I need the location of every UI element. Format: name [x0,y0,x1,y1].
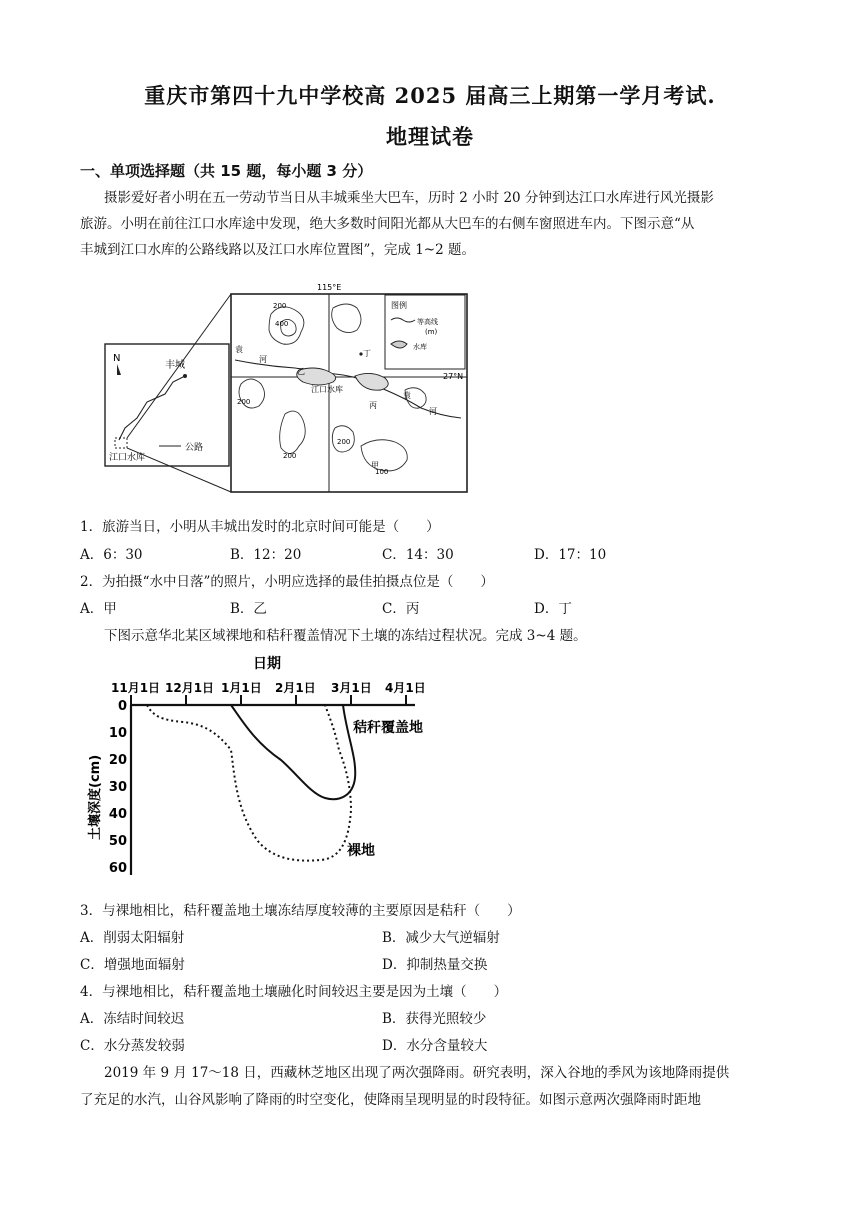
legend-contour: 等高线 [417,318,438,326]
x-tick-4: 3月1日 [331,681,372,695]
y-tick-5: 50 [108,834,127,849]
contour-label-200c: 200 [283,452,297,460]
q1-option-c: C．14：30 [382,547,454,563]
point-bing: 丙 [369,401,377,410]
contour-label-200a: 200 [273,302,287,310]
y-tick-0: 0 [117,699,127,714]
q1-option-d: D．17：10 [534,547,607,563]
q2-option-b: B．乙 [230,601,267,617]
q2-option-d: D．丁 [534,601,572,617]
passage3-line1: 2019 年 9 月 17～18 日，西藏林芝地区出现了两次强降雨。研究表明，深入谷地的季风为该地降雨提供 [104,1065,730,1081]
contour-label-200b: 200 [237,398,251,406]
passage1-line2: 旅游。小明在前往江口水库途中发现，绝大多数时间阳光都从大巴车的右侧车窗照进车内。下图示意“从 [80,216,695,232]
q4-option-a: A．冻结时间较迟 [80,1011,185,1027]
river-char-4: 河 [429,407,437,416]
q3-option-a: A．削弱太阳辐射 [80,930,185,946]
north-label: N [113,353,121,364]
y-tick-6: 60 [108,861,127,876]
q4-option-d: D．水分含量较大 [382,1038,488,1054]
x-tick-2: 1月1日 [221,681,262,695]
contour-label-200d: 200 [337,438,351,446]
y-tick-1: 10 [108,726,127,741]
y-tick-2: 20 [108,753,127,768]
contour-label-400: 400 [275,320,289,328]
y-axis-title: 土壤深度(cm) [88,754,103,840]
q3-option-c: C．增强地面辐射 [80,957,185,973]
point-jia: 甲 [371,461,379,470]
straw-curve [231,705,355,799]
city-label: 丰城 [165,360,185,371]
inset-reservoir-label: 江口水库 [109,453,146,463]
x-tick-0: 11月1日 [111,681,161,695]
section-heading: 一、单项选择题（共 15 题，每小题 3 分） [80,162,373,180]
x-tick-1: 12月1日 [165,681,215,695]
bare-label: 裸地 [347,843,375,859]
road-legend-label: 公路 [185,443,204,453]
q2-stem: 2．为拍摄“水中日落”的照片，小明应选择的最佳拍摄点位是（ ） [80,574,494,590]
q3-option-b: B．减少大气逆辐射 [382,930,500,946]
contour-label-100: 100 [375,468,389,476]
q3-option-d: D．抑制热量交换 [382,957,488,973]
y-tick-4: 40 [108,807,127,822]
passage1-line3: 丰城到江口水库的公路线路以及江口水库位置图”，完成 1~2 题。 [80,242,475,258]
q4-option-c: C．水分蒸发较弱 [80,1038,185,1054]
straw-label: 秸秆覆盖地 [353,720,423,736]
passage2-line1: 下图示意华北某区域裸地和秸秆覆盖情况下土壤的冻结过程状况。完成 3~4 题。 [104,628,587,644]
q1-stem: 1．旅游当日，小明从丰城出发时的北京时间可能是（ ） [80,519,440,535]
reservoir-location-map [85,278,470,503]
q2-option-a: A．甲 [80,601,117,617]
legend-contour-unit: (m) [425,328,438,336]
x-tick-3: 2月1日 [275,681,316,695]
reservoir-big-label: 江口水库 [311,385,343,394]
river-char-1: 袁 [235,345,243,354]
lon-label: 115°E [317,283,342,292]
page-subtitle: 地理试卷 [386,124,474,149]
x-tick-labels [111,681,426,695]
q4-stem: 4．与裸地相比，秸秆覆盖地土壤融化时间较迟主要是因为土壤（ ） [80,984,508,1000]
q2-option-c: C．丙 [382,601,420,617]
soil-freezing-chart [85,650,445,885]
q4-option-b: B．获得光照较少 [382,1011,487,1027]
legend-title: 图例 [391,301,407,310]
lat-label: 27°N [443,372,464,381]
page-title: 重庆市第四十九中学校高 2025 届高三上期第一学月考试. [144,83,716,108]
passage1-line1: 摄影爱好者小明在五一劳动节当日从丰城乘坐大巴车，历时 2 小时 20 分钟到达江口水库进行风光摄影 [104,190,714,206]
q3-stem: 3．与裸地相比，秸秆覆盖地土壤冻结厚度较薄的主要原因是秸秆（ ） [80,903,521,919]
x-axis-title: 日期 [253,656,281,672]
passage3-line2: 了充足的水汽，山谷风影响了降雨的时空变化，使降雨呈现明显的时段特征。如图示意两次强降雨时距地 [80,1092,701,1108]
point-yi: 乙 [297,367,305,376]
legend-water: 水库 [413,343,427,351]
point-ding: 丁 [363,349,371,358]
y-tick-3: 30 [108,780,127,795]
x-tick-5: 4月1日 [385,681,426,695]
river-char-3: 袁 [403,391,411,400]
q1-option-a: A．6：30 [80,547,143,563]
q1-option-b: B．12：20 [230,547,302,563]
river-char-2: 河 [259,355,267,364]
